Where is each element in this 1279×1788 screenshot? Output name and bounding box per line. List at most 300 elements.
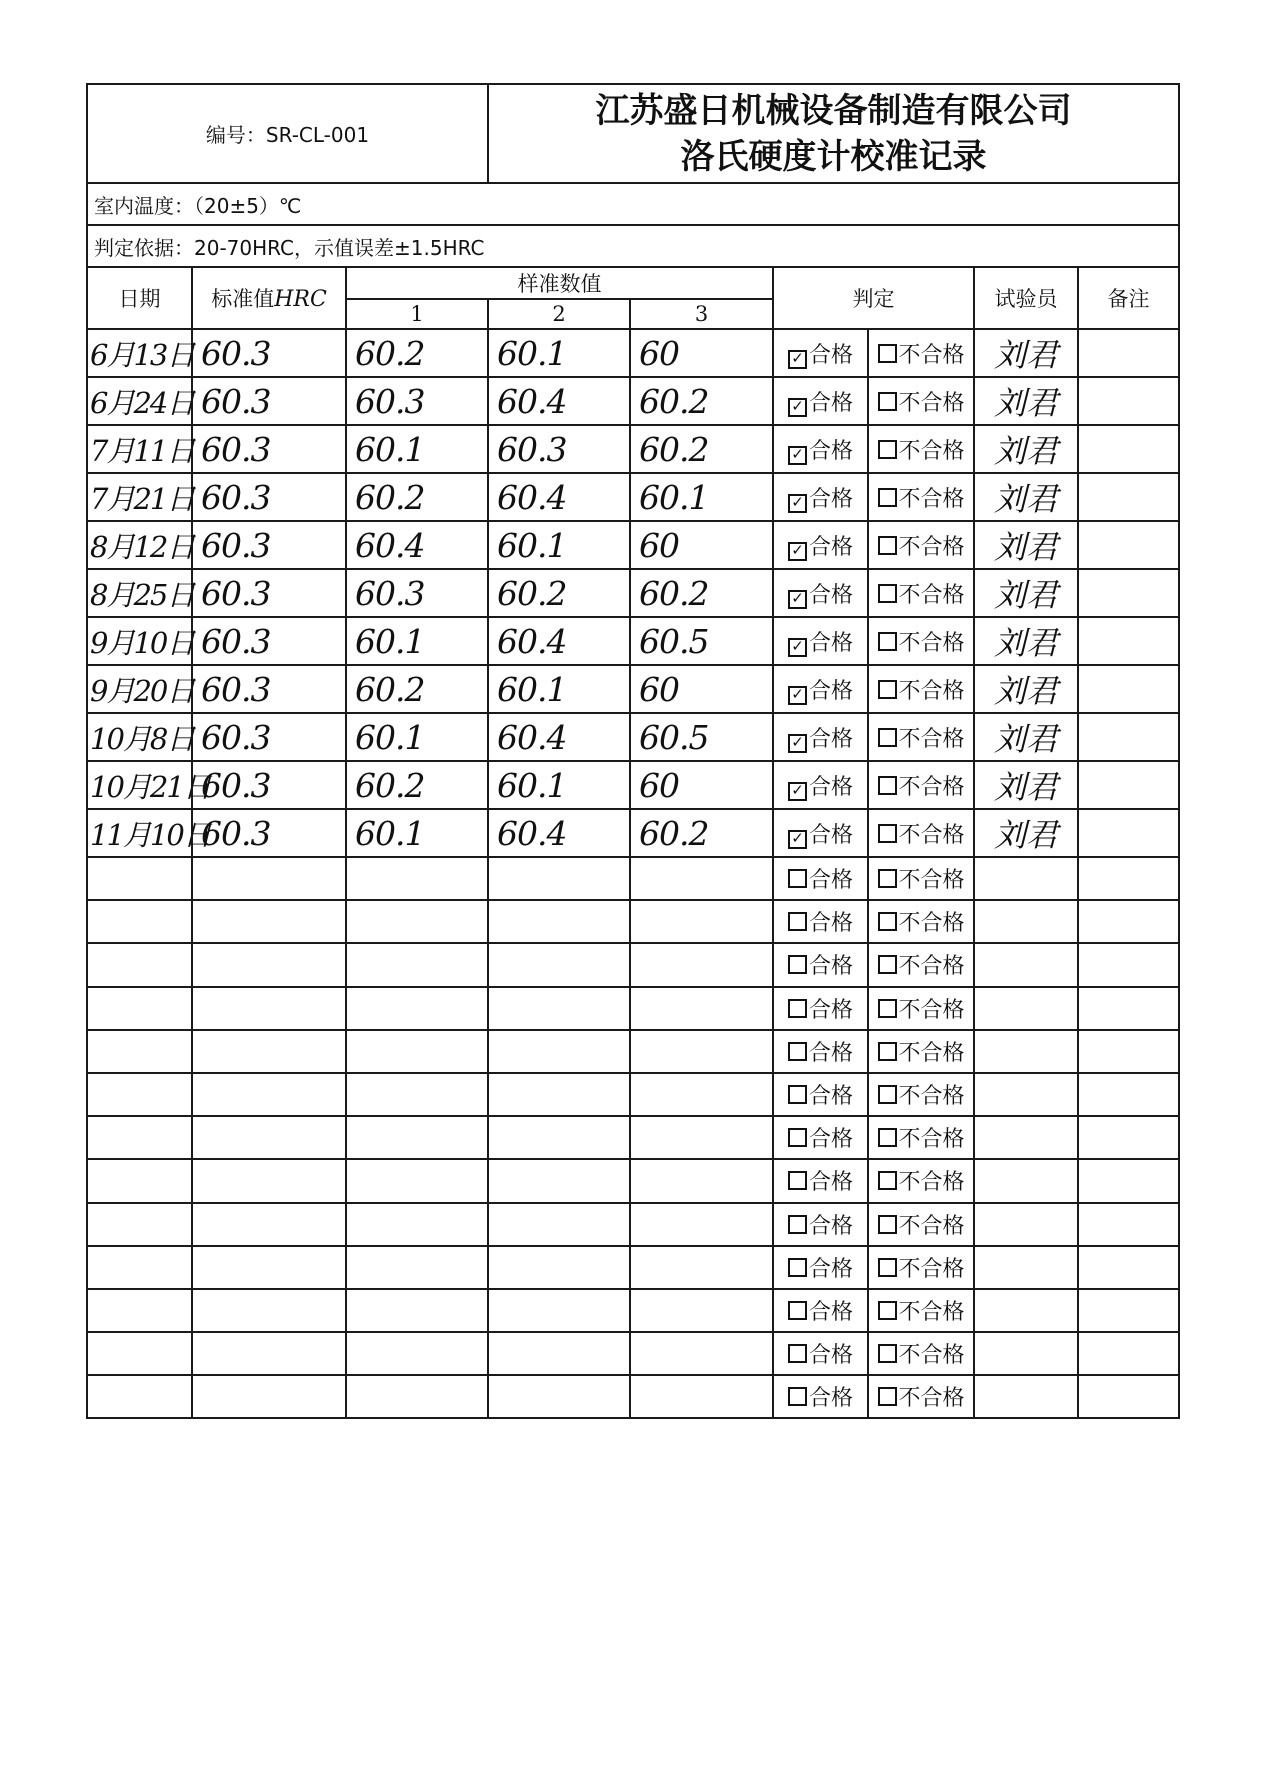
cell-tester-signature xyxy=(974,1159,1078,1202)
pass-option[interactable] xyxy=(773,809,868,857)
pass-label: 合格 xyxy=(809,911,854,937)
cell-date xyxy=(87,1203,192,1246)
pass-checkbox[interactable]: ✓ xyxy=(788,398,807,417)
cell-sample-1 xyxy=(346,1332,488,1375)
pass-label: 合格 xyxy=(809,1170,854,1196)
cell-sample-1 xyxy=(346,857,488,900)
fail-checkbox[interactable] xyxy=(878,584,897,603)
pass-option[interactable] xyxy=(773,1203,868,1246)
header-standard-label: 标准值 xyxy=(211,287,275,311)
cell-sample-1: 60.3 xyxy=(346,569,488,617)
pass-label: 合格 xyxy=(809,954,854,980)
fail-label: 不合格 xyxy=(898,822,965,848)
cell-sample-3 xyxy=(630,1289,773,1332)
fail-label: 不合格 xyxy=(898,954,965,980)
cell-sample-1: 60.1 xyxy=(346,713,488,761)
cell-tester-signature: 刘君 xyxy=(974,809,1078,857)
fail-checkbox[interactable] xyxy=(878,1042,897,1061)
fail-option[interactable] xyxy=(868,329,974,377)
header-judgment: 判定 xyxy=(773,267,974,329)
cell-sample-1: 60.4 xyxy=(346,521,488,569)
fail-option[interactable] xyxy=(868,1073,974,1116)
cell-sample-3 xyxy=(630,1375,773,1418)
fail-option[interactable] xyxy=(868,857,974,900)
room-temperature: 室内温度：（20±5）℃ xyxy=(87,183,1179,225)
fail-label: 不合格 xyxy=(898,342,965,368)
cell-sample-2 xyxy=(488,1159,630,1202)
table-row xyxy=(87,1030,1179,1073)
cell-tester-signature xyxy=(974,1073,1078,1116)
cell-sample-3 xyxy=(630,1332,773,1375)
cell-standard-value xyxy=(192,900,346,943)
fail-label: 不合格 xyxy=(898,1040,965,1066)
pass-checkbox[interactable] xyxy=(788,1171,807,1190)
cell-sample-2 xyxy=(488,1203,630,1246)
pass-option[interactable] xyxy=(773,617,868,665)
fail-option[interactable] xyxy=(868,377,974,425)
cell-date xyxy=(87,1159,192,1202)
pass-checkbox[interactable]: ✓ xyxy=(788,542,807,561)
pass-checkbox[interactable] xyxy=(788,999,807,1018)
fail-option[interactable] xyxy=(868,1116,974,1159)
cell-tester-signature: 刘君 xyxy=(974,713,1078,761)
cell-sample-2: 60.1 xyxy=(488,665,630,713)
pass-checkbox[interactable]: ✓ xyxy=(788,590,807,609)
fail-option[interactable] xyxy=(868,943,974,986)
cell-remarks xyxy=(1078,473,1179,521)
cell-standard-value: 60.3 xyxy=(192,521,346,569)
fail-option[interactable] xyxy=(868,713,974,761)
pass-checkbox[interactable]: ✓ xyxy=(788,782,807,801)
cell-sample-3: 60.5 xyxy=(630,713,773,761)
cell-tester-signature xyxy=(974,1332,1078,1375)
fail-checkbox[interactable] xyxy=(878,680,897,699)
fail-label: 不合格 xyxy=(898,534,965,560)
fail-option[interactable] xyxy=(868,987,974,1030)
header-remarks: 备注 xyxy=(1078,267,1179,329)
fail-label: 不合格 xyxy=(898,726,965,752)
pass-option[interactable] xyxy=(773,857,868,900)
fail-checkbox[interactable] xyxy=(878,1258,897,1277)
cell-sample-3: 60.1 xyxy=(630,473,773,521)
fail-checkbox[interactable] xyxy=(878,440,897,459)
pass-option[interactable] xyxy=(773,987,868,1030)
cell-standard-value: 60.3 xyxy=(192,713,346,761)
cell-sample-1: 60.2 xyxy=(346,761,488,809)
fail-label: 不合格 xyxy=(898,390,965,416)
fail-option[interactable] xyxy=(868,761,974,809)
pass-checkbox[interactable] xyxy=(788,1344,807,1363)
fail-checkbox[interactable] xyxy=(878,1085,897,1104)
cell-remarks xyxy=(1078,857,1179,900)
cell-remarks xyxy=(1078,943,1179,986)
cell-remarks xyxy=(1078,1246,1179,1289)
cell-remarks xyxy=(1078,425,1179,473)
cell-tester-signature: 刘君 xyxy=(974,569,1078,617)
cell-sample-3: 60.2 xyxy=(630,425,773,473)
cell-remarks xyxy=(1078,521,1179,569)
cell-sample-2: 60.2 xyxy=(488,569,630,617)
fail-checkbox[interactable] xyxy=(878,869,897,888)
pass-option[interactable] xyxy=(773,1030,868,1073)
table-row xyxy=(87,1332,1179,1375)
cell-sample-2: 60.4 xyxy=(488,713,630,761)
table-row xyxy=(87,713,1179,761)
fail-checkbox[interactable] xyxy=(878,1387,897,1406)
pass-checkbox[interactable] xyxy=(788,869,807,888)
cell-remarks xyxy=(1078,1203,1179,1246)
header-date: 日期 xyxy=(87,267,192,329)
cell-remarks xyxy=(1078,1030,1179,1073)
cell-date xyxy=(87,1073,192,1116)
cell-standard-value xyxy=(192,943,346,986)
cell-sample-3 xyxy=(630,900,773,943)
pass-label: 合格 xyxy=(809,868,854,894)
fail-option[interactable] xyxy=(868,1159,974,1202)
pass-option[interactable] xyxy=(773,761,868,809)
pass-option[interactable] xyxy=(773,377,868,425)
pass-option[interactable] xyxy=(773,473,868,521)
judgment-criteria: 判定依据：20-70HRC，示值误差±1.5HRC xyxy=(87,225,1179,267)
cell-sample-1 xyxy=(346,987,488,1030)
cell-remarks xyxy=(1078,665,1179,713)
fail-label: 不合格 xyxy=(898,911,965,937)
cell-date: 9月10日 xyxy=(87,617,192,665)
fail-option[interactable] xyxy=(868,1332,974,1375)
pass-option[interactable] xyxy=(773,1332,868,1375)
fail-option[interactable] xyxy=(868,425,974,473)
cell-date: 9月20日 xyxy=(87,665,192,713)
cell-remarks xyxy=(1078,1159,1179,1202)
fail-option[interactable] xyxy=(868,665,974,713)
header-standard xyxy=(192,267,346,329)
fail-label: 不合格 xyxy=(898,997,965,1023)
cell-tester-signature xyxy=(974,1375,1078,1418)
fail-option[interactable] xyxy=(868,809,974,857)
pass-option[interactable] xyxy=(773,713,868,761)
pass-label: 合格 xyxy=(809,1084,854,1110)
fail-checkbox[interactable] xyxy=(878,488,897,507)
pass-checkbox[interactable] xyxy=(788,1215,807,1234)
cell-tester-signature xyxy=(974,900,1078,943)
cell-remarks xyxy=(1078,1375,1179,1418)
table-row xyxy=(87,377,1179,425)
cell-remarks xyxy=(1078,713,1179,761)
fail-option[interactable] xyxy=(868,1375,974,1418)
table-row xyxy=(87,1203,1179,1246)
fail-checkbox[interactable] xyxy=(878,999,897,1018)
pass-option[interactable] xyxy=(773,665,868,713)
pass-label: 合格 xyxy=(809,1299,854,1325)
pass-checkbox[interactable] xyxy=(788,1301,807,1320)
cell-tester-signature: 刘君 xyxy=(974,617,1078,665)
cell-tester-signature: 刘君 xyxy=(974,473,1078,521)
table-row xyxy=(87,521,1179,569)
pass-checkbox[interactable]: ✓ xyxy=(788,494,807,513)
cell-sample-1: 60.1 xyxy=(346,809,488,857)
pass-label: 合格 xyxy=(809,997,854,1023)
cell-date: 11月10日 xyxy=(87,809,192,857)
fail-label: 不合格 xyxy=(898,582,965,608)
pass-checkbox[interactable]: ✓ xyxy=(788,638,807,657)
company-name: 江苏盛日机械设备制造有限公司 xyxy=(595,90,1072,131)
fail-label: 不合格 xyxy=(898,486,965,512)
cell-date: 7月11日 xyxy=(87,425,192,473)
cell-sample-3: 60 xyxy=(630,761,773,809)
cell-remarks xyxy=(1078,569,1179,617)
pass-option[interactable] xyxy=(773,1159,868,1202)
fail-checkbox[interactable] xyxy=(878,1215,897,1234)
cell-sample-2 xyxy=(488,1030,630,1073)
cell-remarks xyxy=(1078,377,1179,425)
fail-label: 不合格 xyxy=(898,678,965,704)
cell-sample-2 xyxy=(488,1073,630,1116)
cell-sample-2 xyxy=(488,943,630,986)
table-row xyxy=(87,1116,1179,1159)
cell-sample-1 xyxy=(346,1030,488,1073)
cell-sample-1: 60.1 xyxy=(346,425,488,473)
pass-checkbox[interactable]: ✓ xyxy=(788,350,807,369)
cell-date xyxy=(87,1332,192,1375)
fail-checkbox[interactable] xyxy=(878,392,897,411)
cell-sample-2: 60.4 xyxy=(488,473,630,521)
fail-option[interactable] xyxy=(868,900,974,943)
cell-sample-3: 60.5 xyxy=(630,617,773,665)
cell-sample-2: 60.4 xyxy=(488,809,630,857)
header-sample-2: 2 xyxy=(488,299,630,329)
pass-checkbox[interactable]: ✓ xyxy=(788,734,807,753)
pass-checkbox[interactable]: ✓ xyxy=(788,446,807,465)
fail-option[interactable] xyxy=(868,569,974,617)
cell-date: 6月13日 xyxy=(87,329,192,377)
pass-checkbox[interactable] xyxy=(788,1258,807,1277)
cell-sample-1: 60.1 xyxy=(346,617,488,665)
cell-date xyxy=(87,857,192,900)
fail-checkbox[interactable] xyxy=(878,344,897,363)
cell-sample-2: 60.1 xyxy=(488,329,630,377)
fail-option[interactable] xyxy=(868,473,974,521)
fail-checkbox[interactable] xyxy=(878,728,897,747)
pass-label: 合格 xyxy=(809,1213,854,1239)
cell-standard-value xyxy=(192,1375,346,1418)
header-tester: 试验员 xyxy=(974,267,1078,329)
table-row xyxy=(87,900,1179,943)
pass-option[interactable] xyxy=(773,943,868,986)
cell-standard-value xyxy=(192,1289,346,1332)
cell-sample-3 xyxy=(630,1159,773,1202)
fail-label: 不合格 xyxy=(898,438,965,464)
fail-label: 不合格 xyxy=(898,1213,965,1239)
fail-option[interactable] xyxy=(868,1246,974,1289)
cell-standard-value: 60.3 xyxy=(192,617,346,665)
cell-sample-3: 60 xyxy=(630,665,773,713)
cell-standard-value xyxy=(192,1030,346,1073)
cell-sample-2 xyxy=(488,1375,630,1418)
record-title: 洛氏硬度计校准记录 xyxy=(680,136,987,177)
cell-sample-1 xyxy=(346,1289,488,1332)
pass-label: 合格 xyxy=(809,534,854,560)
fail-option[interactable] xyxy=(868,1203,974,1246)
cell-date: 10月21日 xyxy=(87,761,192,809)
pass-checkbox[interactable]: ✓ xyxy=(788,830,807,849)
cell-standard-value: 60.3 xyxy=(192,761,346,809)
pass-checkbox[interactable] xyxy=(788,1042,807,1061)
pass-option[interactable] xyxy=(773,329,868,377)
fail-checkbox[interactable] xyxy=(878,1301,897,1320)
fail-label: 不合格 xyxy=(898,1170,965,1196)
cell-date xyxy=(87,987,192,1030)
cell-sample-2 xyxy=(488,857,630,900)
cell-standard-value xyxy=(192,1159,346,1202)
cell-sample-3: 60.2 xyxy=(630,569,773,617)
cell-sample-1 xyxy=(346,1375,488,1418)
fail-checkbox[interactable] xyxy=(878,955,897,974)
cell-tester-signature xyxy=(974,1289,1078,1332)
cell-sample-1 xyxy=(346,943,488,986)
cell-standard-value: 60.3 xyxy=(192,473,346,521)
table-row xyxy=(87,1246,1179,1289)
cell-standard-value xyxy=(192,1203,346,1246)
cell-standard-value xyxy=(192,857,346,900)
fail-checkbox[interactable] xyxy=(878,632,897,651)
cell-remarks xyxy=(1078,761,1179,809)
fail-label: 不合格 xyxy=(898,630,965,656)
header-sample-values: 样准数值 xyxy=(346,267,773,299)
cell-sample-3 xyxy=(630,987,773,1030)
cell-sample-2 xyxy=(488,987,630,1030)
pass-label: 合格 xyxy=(809,390,854,416)
table-row xyxy=(87,1375,1179,1418)
cell-tester-signature xyxy=(974,1030,1078,1073)
fail-label: 不合格 xyxy=(898,774,965,800)
cell-sample-3 xyxy=(630,857,773,900)
cell-date: 10月8日 xyxy=(87,713,192,761)
table-row xyxy=(87,987,1179,1030)
pass-option[interactable] xyxy=(773,1073,868,1116)
fail-label: 不合格 xyxy=(898,1084,965,1110)
cell-standard-value: 60.3 xyxy=(192,569,346,617)
fail-option[interactable] xyxy=(868,617,974,665)
fail-label: 不合格 xyxy=(898,1256,965,1282)
pass-option[interactable] xyxy=(773,1246,868,1289)
pass-checkbox[interactable] xyxy=(788,912,807,931)
cell-remarks xyxy=(1078,1332,1179,1375)
pass-label: 合格 xyxy=(809,1040,854,1066)
cell-date xyxy=(87,1289,192,1332)
pass-label: 合格 xyxy=(809,1386,854,1412)
fail-option[interactable] xyxy=(868,521,974,569)
table-row xyxy=(87,943,1179,986)
fail-option[interactable] xyxy=(868,1030,974,1073)
cell-sample-1: 60.2 xyxy=(346,329,488,377)
cell-sample-1 xyxy=(346,1246,488,1289)
cell-date xyxy=(87,943,192,986)
cell-remarks xyxy=(1078,617,1179,665)
fail-checkbox[interactable] xyxy=(878,1171,897,1190)
table-row xyxy=(87,617,1179,665)
pass-option[interactable] xyxy=(773,900,868,943)
pass-label: 合格 xyxy=(809,1127,854,1153)
cell-sample-1 xyxy=(346,900,488,943)
pass-label: 合格 xyxy=(809,438,854,464)
pass-label: 合格 xyxy=(809,486,854,512)
pass-label: 合格 xyxy=(809,726,854,752)
table-row xyxy=(87,665,1179,713)
pass-checkbox[interactable] xyxy=(788,1085,807,1104)
cell-tester-signature: 刘君 xyxy=(974,425,1078,473)
cell-sample-2: 60.3 xyxy=(488,425,630,473)
fail-checkbox[interactable] xyxy=(878,776,897,795)
cell-sample-1 xyxy=(346,1116,488,1159)
cell-date xyxy=(87,1375,192,1418)
cell-remarks xyxy=(1078,900,1179,943)
pass-option[interactable] xyxy=(773,1289,868,1332)
cell-standard-value xyxy=(192,987,346,1030)
table-row xyxy=(87,857,1179,900)
cell-sample-3 xyxy=(630,1203,773,1246)
cell-tester-signature: 刘君 xyxy=(974,521,1078,569)
pass-option[interactable] xyxy=(773,569,868,617)
cell-sample-2: 60.4 xyxy=(488,377,630,425)
pass-label: 合格 xyxy=(809,1256,854,1282)
pass-checkbox[interactable] xyxy=(788,1387,807,1406)
cell-standard-value xyxy=(192,1246,346,1289)
fail-option[interactable] xyxy=(868,1289,974,1332)
cell-sample-3: 60.2 xyxy=(630,809,773,857)
cell-tester-signature xyxy=(974,1203,1078,1246)
pass-checkbox[interactable]: ✓ xyxy=(788,686,807,705)
cell-date xyxy=(87,900,192,943)
pass-option[interactable] xyxy=(773,1375,868,1418)
fail-checkbox[interactable] xyxy=(878,1128,897,1147)
fail-checkbox[interactable] xyxy=(878,824,897,843)
cell-sample-1 xyxy=(346,1159,488,1202)
fail-checkbox[interactable] xyxy=(878,1344,897,1363)
cell-sample-2 xyxy=(488,1116,630,1159)
table-row xyxy=(87,569,1179,617)
pass-label: 合格 xyxy=(809,342,854,368)
cell-sample-1: 60.2 xyxy=(346,473,488,521)
pass-option[interactable] xyxy=(773,521,868,569)
cell-remarks xyxy=(1078,987,1179,1030)
pass-checkbox[interactable] xyxy=(788,1128,807,1147)
cell-standard-value xyxy=(192,1332,346,1375)
cell-sample-2: 60.1 xyxy=(488,521,630,569)
pass-label: 合格 xyxy=(809,1343,854,1369)
cell-sample-2: 60.1 xyxy=(488,761,630,809)
fail-label: 不合格 xyxy=(898,1299,965,1325)
cell-sample-2: 60.4 xyxy=(488,617,630,665)
cell-sample-3 xyxy=(630,943,773,986)
pass-option[interactable] xyxy=(773,425,868,473)
fail-label: 不合格 xyxy=(898,1386,965,1412)
pass-checkbox[interactable] xyxy=(788,955,807,974)
cell-date: 6月24日 xyxy=(87,377,192,425)
pass-option[interactable] xyxy=(773,1116,868,1159)
cell-remarks xyxy=(1078,1116,1179,1159)
cell-standard-value xyxy=(192,1073,346,1116)
cell-standard-value: 60.3 xyxy=(192,425,346,473)
table-row xyxy=(87,329,1179,377)
cell-tester-signature xyxy=(974,987,1078,1030)
table-row xyxy=(87,1073,1179,1116)
document-title xyxy=(488,84,1179,183)
cell-sample-3 xyxy=(630,1030,773,1073)
fail-checkbox[interactable] xyxy=(878,912,897,931)
cell-remarks xyxy=(1078,809,1179,857)
fail-checkbox[interactable] xyxy=(878,536,897,555)
cell-sample-3: 60.2 xyxy=(630,377,773,425)
